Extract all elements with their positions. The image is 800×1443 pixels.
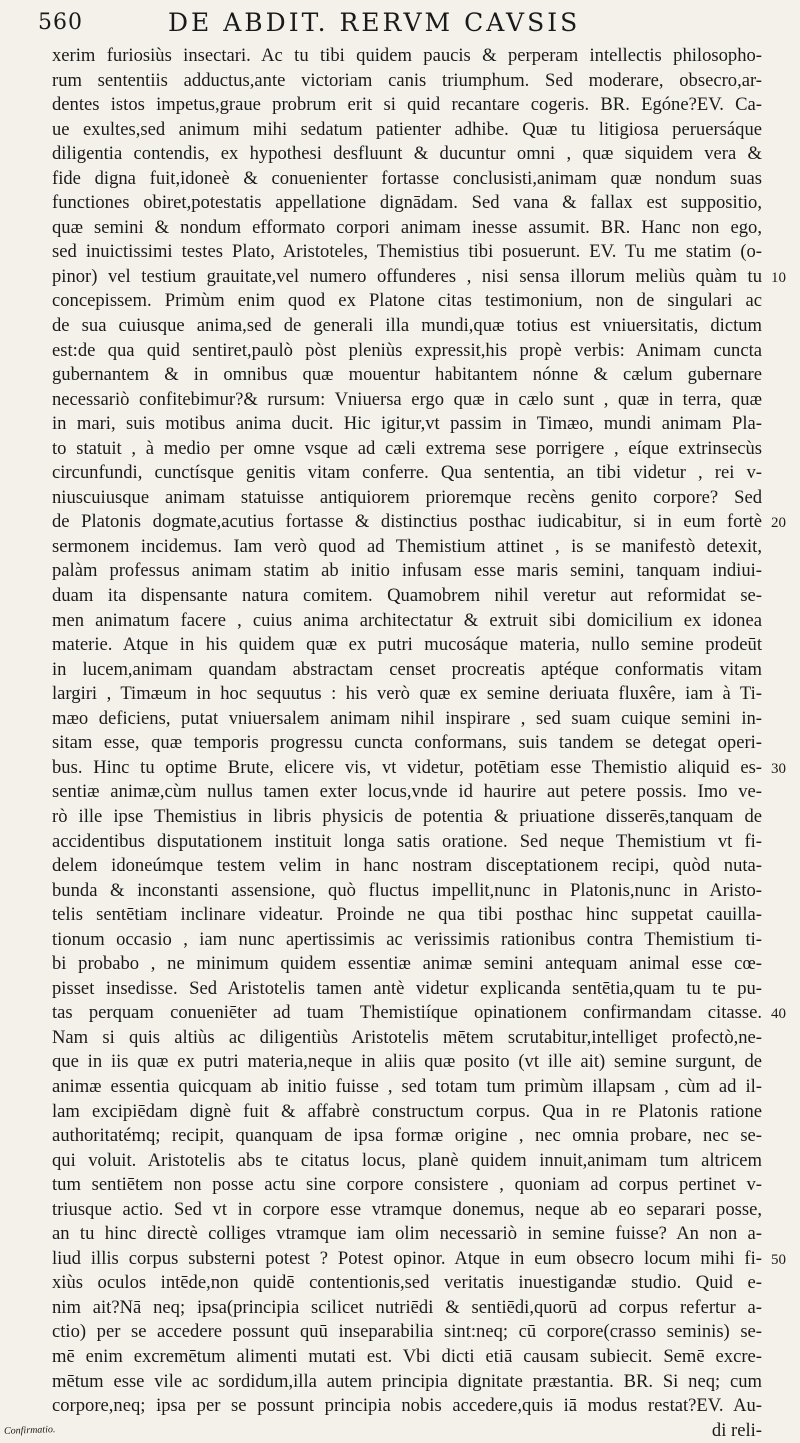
text-line: corpore,neq; ipsa per se possunt principia nobis accedere,quis iā modus restat?EV. Au- (52, 1395, 762, 1417)
text-line: quæ semini & nondum efformato corpori animam inesse assumit. BR. Hanc non ego, (52, 216, 762, 238)
text-line: triusque actio. Sed vt in corpore esse vtramque donemus, neque ab eo separari posse, (52, 1198, 762, 1220)
page-number: 560 (38, 10, 83, 35)
text-line: sentiæ animæ,cùm nullus tamen exter locus,vnde id haurire aut petere possis. Imo ve- (52, 781, 762, 803)
line-number: 30 (771, 760, 786, 777)
text-line: que in iis quæ ex putri materia,neque in aliis quæ posito (vt ille ait) semine surgunt, de (52, 1051, 762, 1073)
text-line: authoritatémq; recipit, quanquam de ipsa formæ origine , nec omnia probare, nec se- (52, 1125, 762, 1147)
text-line: delem idoneúmque testem velim in hanc nostram disceptationem recipi, quòd nuta- (52, 855, 762, 877)
text-line: functiones obiret,potestatis appellatione dignādam. Sed vana & fallax est suppositio, (52, 192, 762, 214)
running-title: DE ABDIT. RERVM CAVSIS (168, 8, 581, 37)
text-line: di reli- (711, 1419, 762, 1441)
text-line: nim ait?Nā neq; ipsa(principia scilicet nutriēdi & sentiēdi,quorū ad corpus refertur a- (52, 1296, 762, 1318)
text-line: duam ita dispensante natura comitem. Quamobrem nihil veretur aut reformidat se- (52, 585, 762, 607)
text-line: xerim furiosiùs insectari. Ac tu tibi quidem paucis & perperam intellectis philosopho- (52, 45, 762, 66)
text-line: animæ essentia quicquam ab initio fuisse , sed totam tum primùm illapsam , cùm ad il- (52, 1075, 762, 1097)
text-line: de Platonis dogmate,acutius fortasse & distinctius posthac iudicabitur, si in eum fortè (52, 511, 762, 533)
text-line: materie. Atque in his quidem quæ ex putri mucosáque materia, nullo semine prodeūt (52, 634, 762, 656)
text-line: xiùs oculos intēde,non quidē contentionis,sed veritatis inuestigandæ studio. Quid e- (52, 1272, 762, 1294)
text-line: rò ille ipse Themistius in libris physicis de potentia & priuatione disserēs,tanquam de (52, 805, 762, 827)
text-line: telis sentētiam inclinare videatur. Proinde ne qua tibi posthac hinc suppetat cauilla- (52, 904, 762, 926)
line-number: 50 (771, 1251, 786, 1268)
text-line: pinor) vel testium grauitate,vel numero offunderes , nisi sensa illorum meliùs quàm tu (52, 265, 762, 287)
text-line: gubernantem & in omnibus quæ mouentur habitantem nónne & cælum gubernare (52, 364, 762, 386)
body-text (52, 44, 762, 1443)
text-line: largiri , Timæum in hoc sequutus : his verò quæ ex semine deriuata fluxêre, iam à Ti- (52, 683, 762, 705)
text-line: rum sententiis adductus,ante victoriam canis triumphum. Sed moderare, obsecro,ar- (52, 69, 762, 91)
text-line: dentes istos impetus,graue probrum erit si quid recantare cogeris. BR. Egóne?EV. Ca- (52, 94, 762, 116)
text-line: qui voluit. Aristotelis abs te citatus locus, planè quidem innuit,animam tum altricem (52, 1149, 762, 1171)
text-line: in lucem,animam quandam abstractam censet procreatis aptéque conformatis vitam (52, 658, 762, 680)
line-number: 10 (771, 269, 786, 286)
text-line: est:de qua quid sentiret,paulò pòst pleniùs expressit,his propè verbis: Animam cuncta (52, 339, 762, 361)
text-line: Nam si quis altiùs ac diligentiùs Aristotelis mētem scrutabitur,intelliget profectò,ne- (52, 1026, 762, 1048)
text-line: de sua cuiusque anima,sed de generali illa mundi,quæ totius est vniuersitatis, dictum (52, 315, 762, 337)
text-line: accidentibus disputationem instituit longa satis oratione. Sed neque Themistium vt fi- (52, 830, 762, 852)
text-line: sitam esse, quæ temporis progressu cuncta conformans, suis tandem se detegat operi- (52, 732, 762, 754)
text-line: bunda & inconstanti assensione, quò fluctus impellit,nunc in Platonis,nunc in Aristo- (52, 879, 762, 901)
text-line: ue exultes,sed animum mihi sedatum patienter adhibe. Quæ tu litigiosa peruersáque (52, 118, 762, 140)
text-line: fide digna fuit,idoneè & conuenienter fortasse conclusisti,animam quæ nondum suas (52, 167, 762, 189)
text-line: lam excipiēdam dignè fuit & affabrè constructum corpus. Qua in re Platonis ratione (52, 1100, 762, 1122)
text-line: liud illis corpus substerni potest ? Potest opinor. Atque in eum obsecro locum mihi fi- (52, 1247, 762, 1269)
text-line: concepissem. Primùm enim quod ex Platone citas testimonium, non de singulari ac (52, 290, 762, 312)
text-line: to statuit , à medio per omne vsque ad cæli extrema sese porrigere , eíque extrinsecùs (52, 437, 762, 459)
page-header (38, 8, 768, 42)
text-line: tas perquam conueniēter ad tuam Themistiíque opinationem confirmandam citasse. (52, 1002, 762, 1024)
text-line: bus. Hinc tu optime Brute, elicere vis, vt videtur, potētiam esse Themistio aliquid es- (52, 756, 762, 778)
line-number: 20 (771, 515, 786, 532)
text-line: ctio) per se accedere possunt quū inseparabilia sint:neq; cū corpore(crasso seminis) se- (52, 1321, 762, 1343)
text-line: mē enim excremētum alimenti mutati est. Vbi dicti etiā causam subiecit. Semē excre- (52, 1345, 762, 1367)
text-line: mētum esse vile ac sordidum,illa autem principia dignitate præstantia. BR. Si neq; cum (52, 1370, 762, 1392)
margin-note: Confirmatio. (3, 1423, 56, 1437)
text-line: in mari, suis motibus anima ducit. Hic igitur,vt passim in Timæo, mundi animam Pla- (52, 413, 762, 435)
text-line: sed inuictissimi testes Plato, Aristoteles, Themistius tibi posuerunt. EV. Tu me statim (o- (52, 241, 762, 263)
text-line: tionum occasio , iam nunc apertissimis ac verissimis rationibus contra Themistium ti- (52, 928, 762, 950)
text-line: pisset insedisse. Sed Aristotelis tamen antè videtur explicanda sentētia,quam tu te pu- (52, 977, 762, 999)
text-line: sermonem incidemus. Iam verò quod ad Themistium attinet , is se manifestò detexit, (52, 535, 762, 557)
text-line: niuscuiusque animam statuisse antiquiorem prioremque recèns genito corpore? Sed (52, 486, 762, 508)
line-number: 40 (771, 1006, 786, 1023)
text-line: palàm professus animam statim ab initio infusam esse maris semini, tanquam indiui- (52, 560, 762, 582)
text-line: necessariò confitebimur?& rursum: Vniuersa ergo quæ in cælo sunt , quæ in terra, quæ (52, 388, 762, 410)
text-line: men animatum facere , cuius anima architectatur & extruit sibi domicilium ex idonea (52, 609, 762, 631)
text-line: an tu hinc directè colliges vtramque iam olim necessariò in semine fuisse? An non a- (52, 1223, 762, 1245)
text-line: mæo deficiens, putat vniuersalem animam nihil inspirare , sed suam cuique semini in- (52, 707, 762, 729)
text-line: tum sentiētem non posse actu sine corpore consistere , quoniam ad corpus pertinet v- (52, 1174, 762, 1196)
text-line: diligentia contendis, ex hypothesi desfluunt & ducuntur omni , quæ siquidem vera & (52, 143, 762, 165)
text-line: circunfundi, cunctísque genitis vitam conferre. Qua sententia, an tibi videtur , rei v- (52, 462, 762, 484)
text-line: bi probabo , ne minimum quidem essentiæ animæ semini antequam animal esse cœ- (52, 953, 762, 975)
